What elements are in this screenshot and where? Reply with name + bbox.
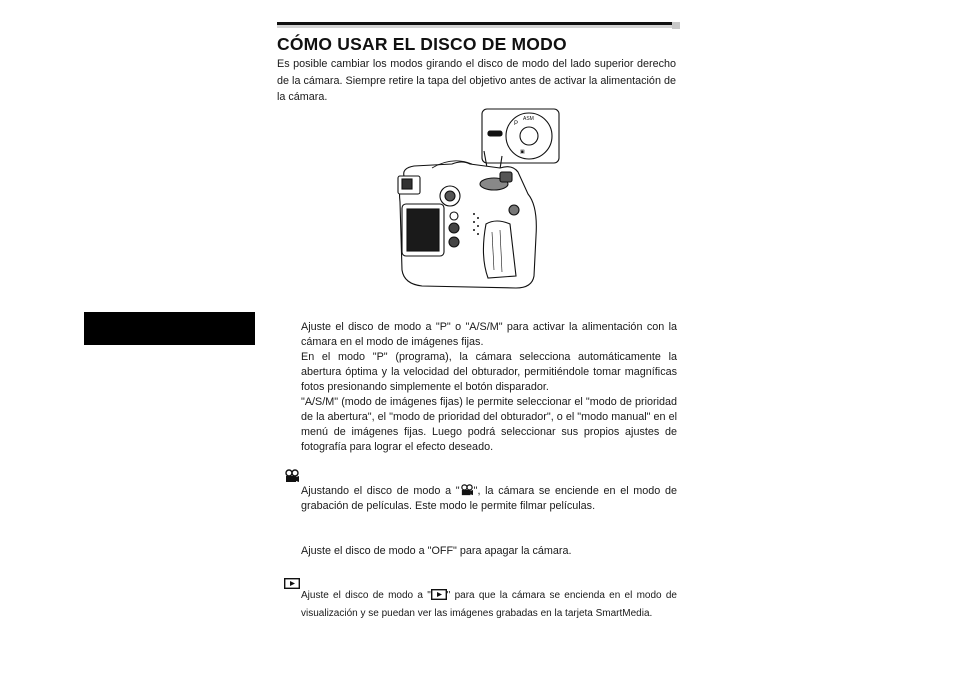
intro-paragraph: Es posible cambiar los modos girando el disco de modo del lado superior derecho de la cámara. Siempre retire la tapa del objetivo antes de activar la alimentación de la cámara. xyxy=(277,58,676,103)
movie-mode-text-before: Ajustando el disco de modo a " xyxy=(301,485,460,497)
header-rule xyxy=(277,22,672,25)
movie-mode-section xyxy=(301,484,677,514)
play-icon xyxy=(284,578,300,589)
playback-mode-section xyxy=(301,587,677,623)
still-mode-text-3: "A/S/M" (modo de imágenes fijas) le permite seleccionar el "modo de prioridad de la abertura", el "modo de prioridad del obturador", o el "modo manual" en el menú de imágenes fijas. Luego podrá seleccionar sus propios ajustes de fotografía para lograr el efecto deseado. xyxy=(301,396,677,453)
play-icon xyxy=(431,589,447,600)
camera-mode-dial-illustration xyxy=(392,106,562,291)
svg-text:ASM: ASM xyxy=(523,116,534,122)
off-mode-text: Ajuste el disco de modo a "OFF" para apagar la cámara. xyxy=(301,545,572,557)
page-title: CÓMO USAR EL DISCO DE MODO xyxy=(277,34,567,54)
playback-mode-text-before: Ajuste el disco de modo a " xyxy=(301,590,431,601)
still-mode-section xyxy=(301,320,677,455)
header-rule-shadow xyxy=(277,25,680,28)
svg-text:▣: ▣ xyxy=(520,149,525,155)
still-mode-text-1: Ajuste el disco de modo a "P" o "A/S/M" para activar la alimentación con la cámara en el modo de imágenes fijas. xyxy=(301,321,677,348)
movie-mode-text-after: ", la cámara se enciende en el modo de grabación de películas. Este modo le permite filmar películas. xyxy=(301,485,677,512)
header-rule-end xyxy=(672,22,680,29)
movie-camera-icon xyxy=(284,469,300,483)
off-mode-section xyxy=(301,544,677,559)
movie-camera-icon xyxy=(460,484,474,496)
still-mode-text-2: En el modo "P" (programa), la cámara selecciona automáticamente la abertura óptima y la velocidad del obturador, permitiéndole tomar magníficas fotos presionando simplemente el botón disparador. xyxy=(301,351,677,393)
svg-text:P: P xyxy=(514,121,519,127)
section-tab-block xyxy=(84,312,255,345)
playback-mode-text-after: " para que la cámara se encienda en el modo de visualización y se puedan ver las imágenes grabadas en la tarjeta SmartMedia. xyxy=(301,590,677,619)
